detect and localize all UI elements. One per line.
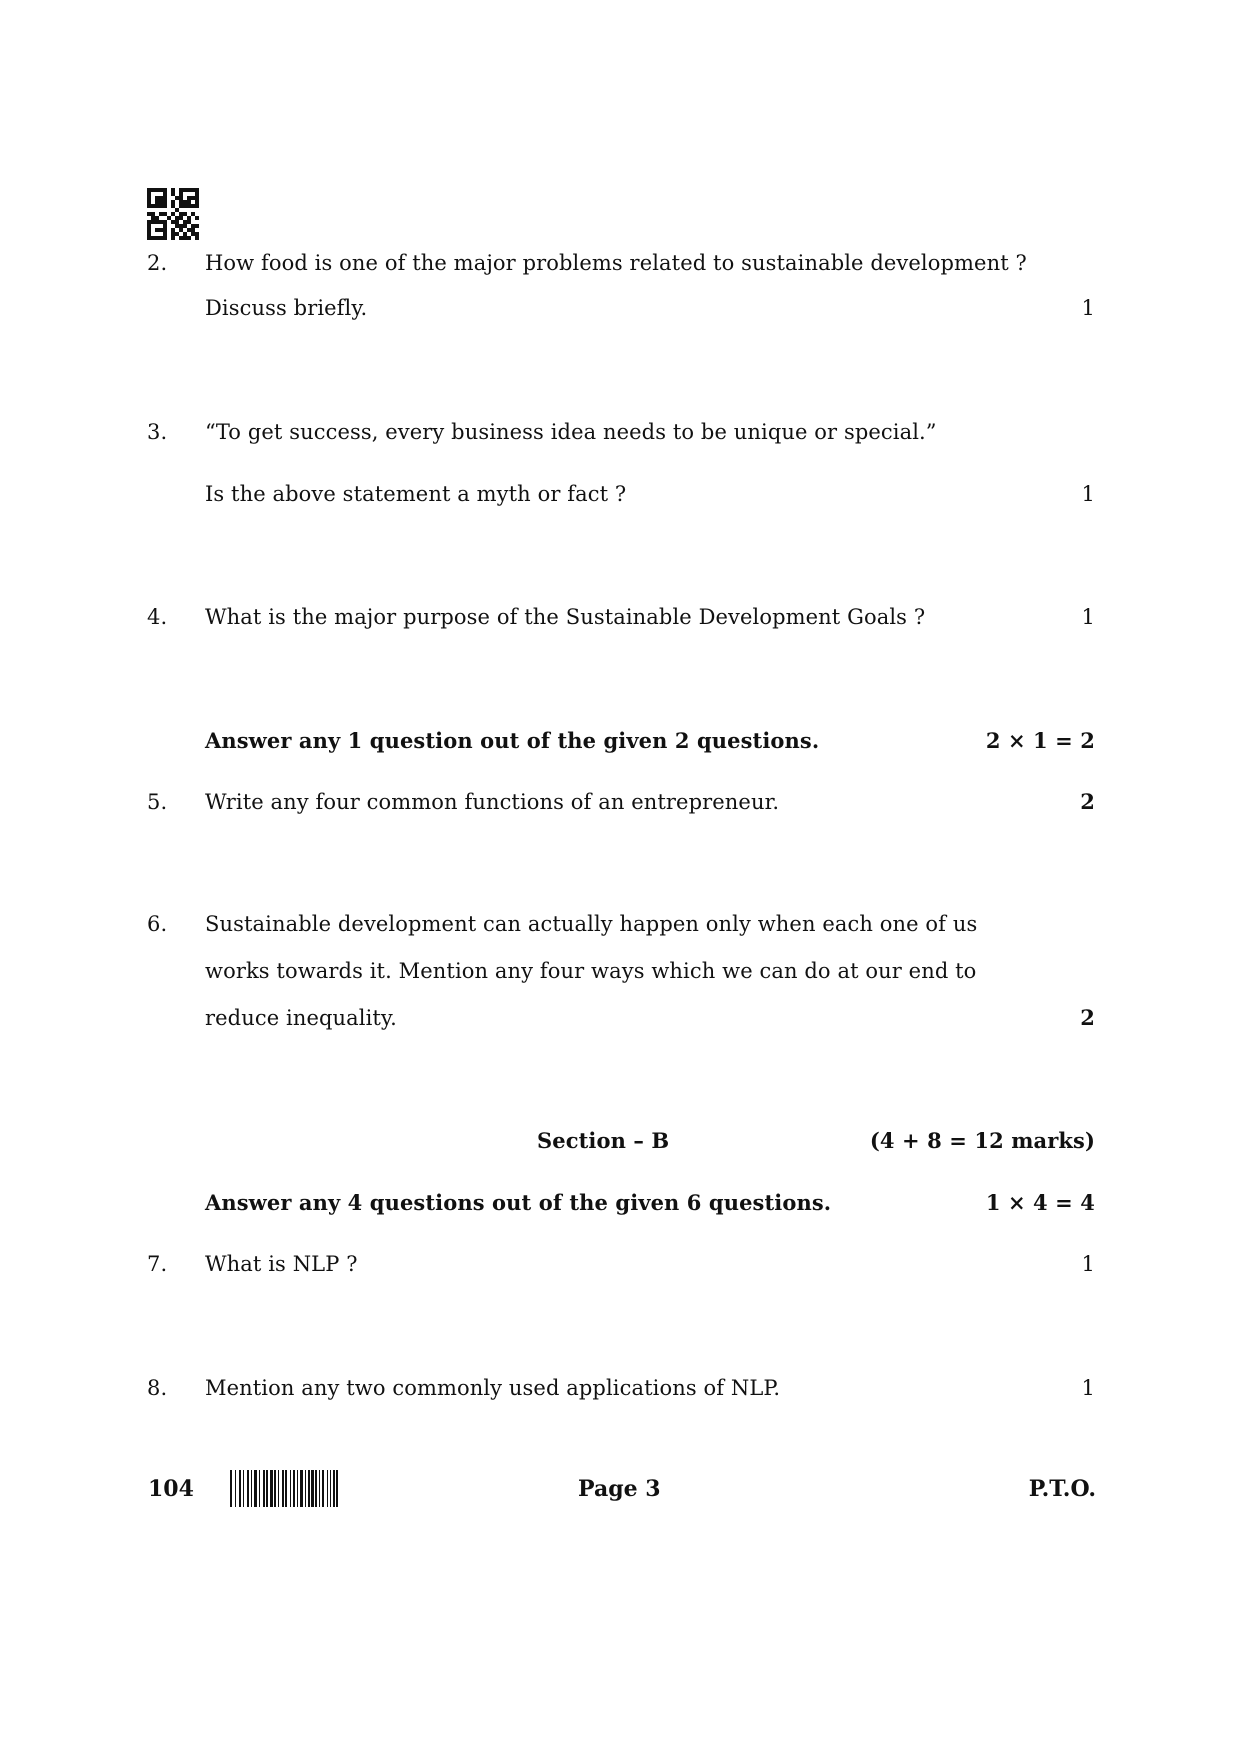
question-5-number: 5. — [147, 790, 168, 814]
question-5-marks: 2 — [1080, 789, 1095, 814]
question-7-line-1: What is NLP ? — [205, 1252, 358, 1276]
question-4-line-1: What is the major purpose of the Sustainable Development Goals ? — [205, 605, 926, 629]
section-b-marks: (4 + 8 = 12 marks) — [869, 1128, 1095, 1153]
question-8-number: 8. — [147, 1376, 168, 1400]
instruction-choice-a-marks: 2 × 1 = 2 — [985, 728, 1095, 753]
section-b-title: Section – B — [537, 1128, 670, 1153]
page-number: Page 3 — [578, 1476, 661, 1502]
question-3-number: 3. — [147, 420, 168, 444]
section-b-instruction-marks: 1 × 4 = 4 — [985, 1190, 1095, 1215]
instruction-choice-a: Answer any 1 question out of the given 2 questions. — [205, 728, 820, 753]
question-4-number: 4. — [147, 605, 168, 629]
section-b-instruction: Answer any 4 questions out of the given 6 questions. — [205, 1190, 832, 1215]
question-6-line-2: works towards it. Mention any four ways which we can do at our end to — [205, 959, 977, 983]
question-3-marks: 1 — [1081, 482, 1095, 506]
qr-code-icon — [147, 188, 199, 240]
question-8-line-1: Mention any two commonly used applications of NLP. — [205, 1376, 781, 1400]
question-5-line-1: Write any four common functions of an entrepreneur. — [205, 790, 780, 814]
question-7-marks: 1 — [1081, 1252, 1095, 1276]
barcode-icon — [230, 1470, 338, 1507]
question-8-marks: 1 — [1081, 1376, 1095, 1400]
question-2-marks: 1 — [1081, 296, 1095, 320]
question-3-line-2: Is the above statement a myth or fact ? — [205, 482, 627, 506]
question-6-line-1: Sustainable development can actually happen only when each one of us — [205, 912, 978, 936]
question-2-line-2: Discuss briefly. — [205, 296, 368, 320]
question-6-line-3: reduce inequality. — [205, 1006, 397, 1030]
question-3-line-1: “To get success, every business idea needs to be unique or special.” — [205, 420, 937, 444]
question-4-marks: 1 — [1081, 605, 1095, 629]
question-6-marks: 2 — [1080, 1005, 1095, 1030]
paper-code: 104 — [148, 1476, 194, 1502]
please-turn-over: P.T.O. — [1028, 1476, 1096, 1502]
question-2-number: 2. — [147, 251, 168, 275]
question-7-number: 7. — [147, 1252, 168, 1276]
question-2-line-1: How food is one of the major problems related to sustainable development ? — [205, 251, 1027, 275]
question-6-number: 6. — [147, 912, 168, 936]
